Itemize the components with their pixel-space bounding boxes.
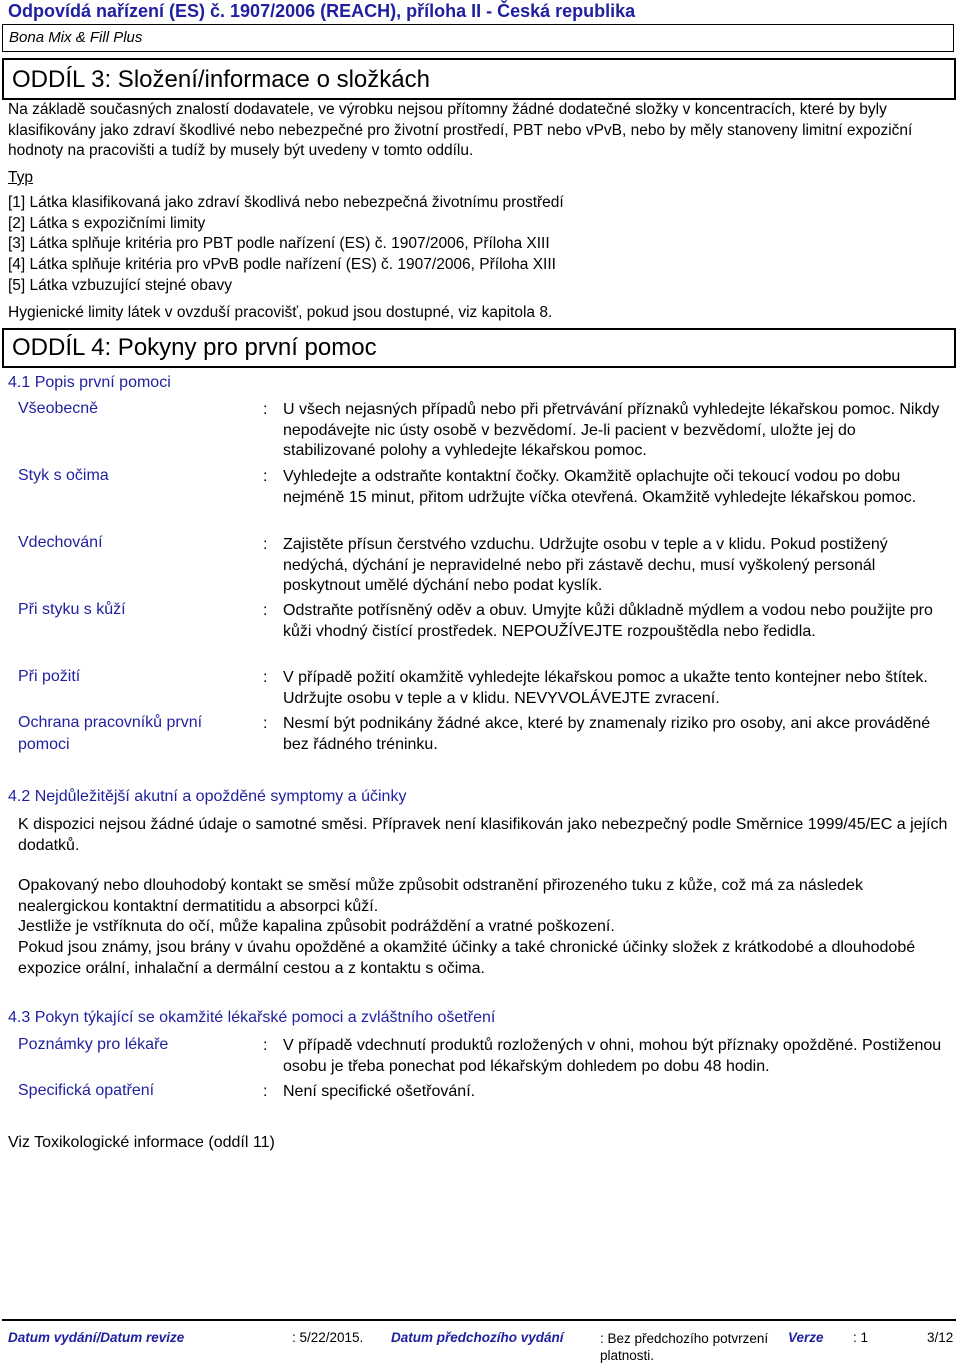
- footer-version-label: Verze: [788, 1330, 824, 1345]
- product-name: Bona Mix & Fill Plus: [9, 29, 143, 46]
- treatment-label-specific: Specifická opatření: [18, 1082, 155, 1099]
- colon: :: [263, 602, 268, 619]
- type-label: Typ: [8, 169, 33, 186]
- colon: :: [263, 468, 268, 485]
- exposure-limits-note: Hygienické limity látek v ovzduší pracovišť, pokud jsou dostupné, viz kapitola 8.: [8, 304, 553, 321]
- type-item: [3] Látka splňuje kritéria pro PBT podle nařízení (ES) č. 1907/2006, Příloha XIII: [8, 235, 550, 253]
- footer-previous-label: Datum předchozího vydání: [391, 1330, 564, 1345]
- first-aid-text-eye: Vyhledejte a odstraňte kontaktní čočky. Okamžitě oplachujte oči tekoucí vodou po dobu nejméně 15 minut, přitom udržujte víčka otevřená. Okamžitě vyhledejte lékařskou pomoc.: [283, 468, 917, 506]
- product-name-box: [2, 24, 954, 52]
- subsection-4-3-heading: 4.3 Pokyn týkající se okamžité lékařské pomoci a zvláštního ošetření: [8, 1009, 496, 1026]
- colon: :: [263, 669, 268, 686]
- first-aid-text-skin: Odstraňte potřísněný oděv a obuv. Umyjte kůži důkladně mýdlem a vodou nebo použijte pro kůži vhodný čistící prostředek. NEPOUŽÍVEJTE rozpouštědla nebo ředidla.: [283, 602, 933, 640]
- subsection-4-2-heading: 4.2 Nejdůležitější akutní a opožděné symptomy a účinky: [8, 788, 407, 805]
- colon: :: [263, 536, 268, 553]
- first-aid-label-inhalation: Vdechování: [18, 534, 103, 551]
- type-item: [4] Látka splňuje kritéria pro vPvB podle nařízení (ES) č. 1907/2006, Příloha XIII: [8, 256, 556, 274]
- first-aid-label-skin: Při styku s kůží: [18, 601, 126, 618]
- colon: :: [263, 715, 268, 732]
- footer-issue-value: : 5/22/2015.: [292, 1330, 364, 1345]
- colon: :: [263, 1037, 268, 1054]
- footer-divider: [2, 1319, 956, 1321]
- section-3-header: [2, 58, 956, 100]
- section-4-title: ODDÍL 4: Pokyny pro první pomoc: [12, 334, 377, 361]
- first-aid-text-general: U všech nejasných případů nebo při přetrvávání příznaků vyhledejte lékařskou pomoc. Nikdy nepodávejte nic ústy osobě v bezvědomí. Je-li pacient v bezvědomí, uložte jej do stabilizované polohy a vyhledejte lékařskou pomoc.: [283, 401, 940, 459]
- first-aid-text-inhalation: Zajistěte přísun čerstvého vzduchu. Udržujte osobu v teple a v klidu. Pokud postižený nedýchá, dýchání je nepravidelné nebo při zástavě dechu, musí vyškolený personál poskytnout umělé dýchání nebo podat kyslík.: [283, 536, 888, 594]
- first-aid-label-general: Všeobecně: [18, 400, 99, 417]
- section-3-title: ODDÍL 3: Složení/informace o složkách: [12, 66, 430, 93]
- section-4-header: [2, 328, 956, 368]
- treatment-label-physician: Poznámky pro lékaře: [18, 1036, 169, 1053]
- symptoms-paragraph-1: K dispozici nejsou žádné údaje o samotné směsi. Přípravek není klasifikován jako nebezpečný podle Směrnice 1999/45/EC a jejích dodatků.: [18, 816, 948, 854]
- symptoms-paragraph-2: Opakovaný nebo dlouhodobý kontakt se směsí může způsobit odstranění přirozeného tuku z kůže, což má za následek nealergickou kontaktní dermatitidu a absorpci kůží.: [18, 877, 863, 915]
- first-aid-label-eye: Styk s očima: [18, 467, 109, 484]
- symptoms-paragraph-3: Jestliže je vstříknuta do očí, může kapalina způsobit podráždění a vratné poškození.: [18, 918, 615, 935]
- treatment-text-specific: Není specifické ošetřování.: [283, 1083, 476, 1100]
- first-aid-label-responder: Ochrana pracovníků první pomoci: [18, 714, 203, 753]
- footer-previous-value: : Bez předchozího potvrzení platnosti.: [600, 1331, 769, 1363]
- symptoms-paragraph-4: Pokud jsou známy, jsou brány v úvahu opožděné a okamžité účinky a také chronické účinky složek z krátkodobé a dlouhodobé expozice orální, inhalační a dermální cestou a z kontaktu s očima.: [18, 939, 916, 977]
- first-aid-text-ingestion: V případě požití okamžitě vyhledejte lékařskou pomoc a ukažte tento kontejner nebo štítek. Udržujte osobu v teple a v klidu. NEVYVOLÁVEJTE zvracení.: [283, 669, 928, 707]
- type-item: [2] Látka s expozičními limity: [8, 214, 206, 232]
- type-list: [8, 168, 956, 297]
- footer-page-number: 3/12: [927, 1330, 954, 1345]
- colon: :: [263, 401, 268, 418]
- colon: :: [263, 1083, 268, 1100]
- first-aid-label-ingestion: Při požití: [18, 668, 81, 685]
- footer-version-value: : 1: [853, 1330, 869, 1345]
- footer-issue-label: Datum vydání/Datum revize: [8, 1330, 185, 1345]
- first-aid-text-responder: Nesmí být podnikány žádné akce, které by znamenaly riziko pro osoby, ani akce prováděné bez řádného tréninku.: [283, 715, 931, 753]
- see-also-toxicology: Viz Toxikologické informace (oddíl 11): [8, 1134, 275, 1151]
- regulation-header: Odpovídá nařízení (ES) č. 1907/2006 (REACH), příloha II - Česká republika: [8, 1, 636, 21]
- subsection-4-1-heading: 4.1 Popis první pomoci: [8, 374, 171, 391]
- section-3-intro: Na základě současných znalostí dodavatele, ve výrobku nejsou přítomny žádné dodatečné složky v koncentracích, které by byly klasifikovány jako zdraví škodlivé nebo nebezpečné pro životní prostředí, PBT nebo vPvB, nebo by měly stanoveny limitní expoziční hodnoty na pracovišti a tudíž by musely být uvedeny v tomto oddílu.: [8, 101, 913, 159]
- treatment-text-physician: V případě vdechnutí produktů rozložených v ohni, mohou být příznaky opožděné. Postiženou osobu je třeba ponechat pod lékařským dohledem po dobu 48 hodin.: [283, 1037, 942, 1075]
- type-item: [5] Látka vzbuzující stejné obavy: [8, 276, 233, 294]
- type-item: [1] Látka klasifikovaná jako zdraví škodlivá nebo nebezpečná životnímu prostředí: [8, 193, 564, 211]
